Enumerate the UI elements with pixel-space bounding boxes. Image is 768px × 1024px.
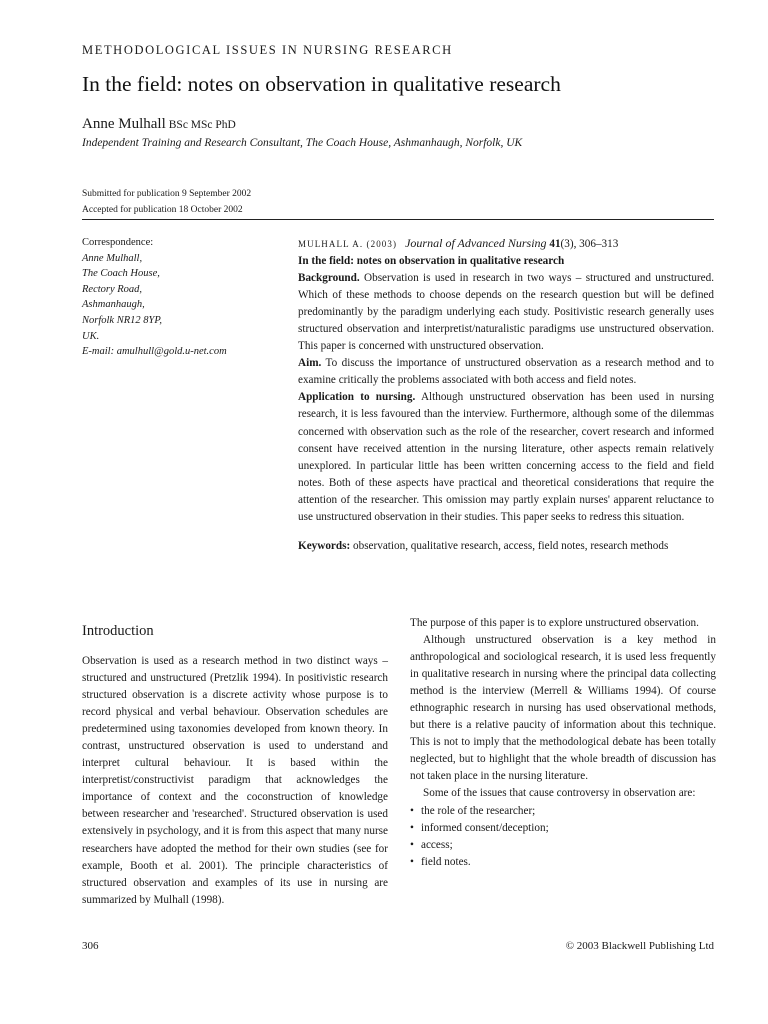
issues-paragraph: Some of the issues that cause controversy in observation are: — [423, 787, 696, 800]
citation-line — [298, 235, 714, 253]
list-item-text: the role of the researcher; — [421, 804, 536, 817]
abstract-aim — [298, 355, 714, 389]
page-number: 306 — [82, 940, 99, 952]
abstract-background — [298, 270, 714, 355]
purpose-paragraph: The purpose of this paper is to explore unstructured observation. — [410, 617, 699, 629]
list-item — [410, 854, 716, 871]
correspondence-line: Anne Mulhall, — [82, 252, 143, 264]
list-item-text: access; — [421, 838, 453, 851]
citation-volume: 41 — [549, 238, 561, 250]
copyright-notice: © 2003 Blackwell Publishing Ltd — [565, 940, 714, 952]
author-degrees: BSc MSc PhD — [168, 119, 236, 131]
correspondence-label: Correspondence: — [82, 237, 154, 248]
bullet-icon: • — [410, 838, 414, 851]
body-right-column — [410, 615, 716, 871]
list-item — [410, 803, 716, 820]
section-label: METHODOLOGICAL ISSUES IN NURSING RESEARCH — [82, 43, 453, 57]
author-line — [82, 116, 236, 133]
submitted-date: Submitted for publication 9 September 2002 — [82, 189, 252, 199]
accepted-date: Accepted for publication 18 October 2002 — [82, 204, 243, 215]
bullet-icon: • — [410, 821, 414, 834]
aim-label: Aim. — [298, 357, 322, 370]
background-label: Background. — [298, 272, 360, 285]
abstract-keywords — [298, 538, 714, 555]
bullet-icon: • — [410, 855, 414, 868]
aim-text: To discuss the importance of unstructured observation as a research method and to examine critically the problems associated with both access and field notes. — [298, 357, 714, 387]
application-label: Application to nursing. — [298, 391, 416, 404]
header-divider — [82, 219, 714, 220]
abstract-title: In the field: notes on observation in qualitative research — [298, 255, 565, 268]
correspondence-line: Norfolk NR12 8YP, — [82, 314, 163, 326]
citation-author: MULHALL A. (2003) — [298, 239, 398, 249]
correspondence-line: Ashmanhaugh, — [82, 299, 145, 311]
author-affiliation: Independent Training and Research Consultant, The Coach House, Ashmanhaugh, Norfolk, UK — [82, 137, 523, 149]
list-item-text: field notes. — [421, 855, 471, 868]
correspondence-email[interactable]: E-mail: amulhull@gold.u-net.com — [82, 346, 227, 358]
publication-dates — [82, 187, 251, 218]
citation-journal: Journal of Advanced Nursing — [405, 236, 547, 250]
list-item — [410, 837, 716, 854]
keywords-label: Keywords: — [298, 539, 351, 552]
background-text: Observation is used in research in two ways – structured and unstructured. Which of these methods to choose depends on the research question but will be defined predominantly by the paradigm underlying each study. Positivistic research generally uses structured observation and interpretist/naturalistic paradigms use unstructured observation. This paper is concerned with unstructured observation. — [298, 272, 714, 353]
citation-pages: (3), 306–313 — [560, 238, 619, 250]
abstract-application — [298, 389, 714, 525]
keywords-text: observation, qualitative research, access, field notes, research methods — [353, 539, 669, 552]
correspondence-block — [82, 235, 272, 360]
list-item-text: informed consent/deception; — [421, 821, 549, 834]
body-left-column — [82, 653, 388, 909]
correspondence-line: UK. — [82, 330, 100, 342]
introduction-heading: Introduction — [82, 623, 154, 639]
methods-paragraph: Although unstructured observation is a key method in anthropological and sociological research, it is used less frequently in qualitative research in nursing where the principal data collecting method is the interview (Merrell & Williams 1994). Of course ethnographic research in nursing has used observational methods, but there is a relative paucity of information about this technique. This is not to imply that the methodological debate has been totally neglected, but to highlight that the whole breadth of discussion has not taken place in the nursing literature. — [410, 634, 716, 783]
issues-list — [410, 803, 716, 871]
abstract-block — [298, 235, 714, 555]
article-title: In the field: notes on observation in qualitative research — [82, 72, 561, 96]
list-item — [410, 820, 716, 837]
intro-paragraph: Observation is used as a research method in two distinct ways – structured and unstructured (Pretzlik 1994). In positivistic research structured observation is a discrete activity whose purpose is to record physical and verbal behaviour. Observation schedules are predetermined using taxonomies developed from known theory. In contrast, unstructured observation is used to understand and interpret cultural behaviour. It is based within the interpretist/constructivist paradigm that acknowledges the importance of context and the coconstruction of knowledge between researcher and 'researched'. Structured observation is used extensively in psychology, and it is from this aspect that many nurse researchers have adopted the method for their own studies (see for example, Booth et al. 2001). The principle characteristics of structured observation and examples of its use in nursing are summarized by Mulhall (1998). — [82, 655, 388, 906]
bullet-icon: • — [410, 804, 414, 817]
correspondence-line: Rectory Road, — [82, 283, 143, 295]
correspondence-line: The Coach House, — [82, 268, 160, 280]
application-text: Although unstructured observation has been used in nursing research, it is less favoured than the interview. Furthermore, although some of the dilemmas concerned with observation such as the role of the researcher, covert research and informed consent have received attention in the nursing literature, other aspects remain relatively unexplored. In particular little has been written concerning access to the field and field notes. Both of these aspects have practical and theoretical considerations that require the attention of the researcher. This omission may partly explain nurses' apparent reluctance to use unstructured observation in their studies. This paper seeks to redress this situation. — [298, 391, 714, 523]
author-name: Anne Mulhall — [82, 116, 166, 132]
